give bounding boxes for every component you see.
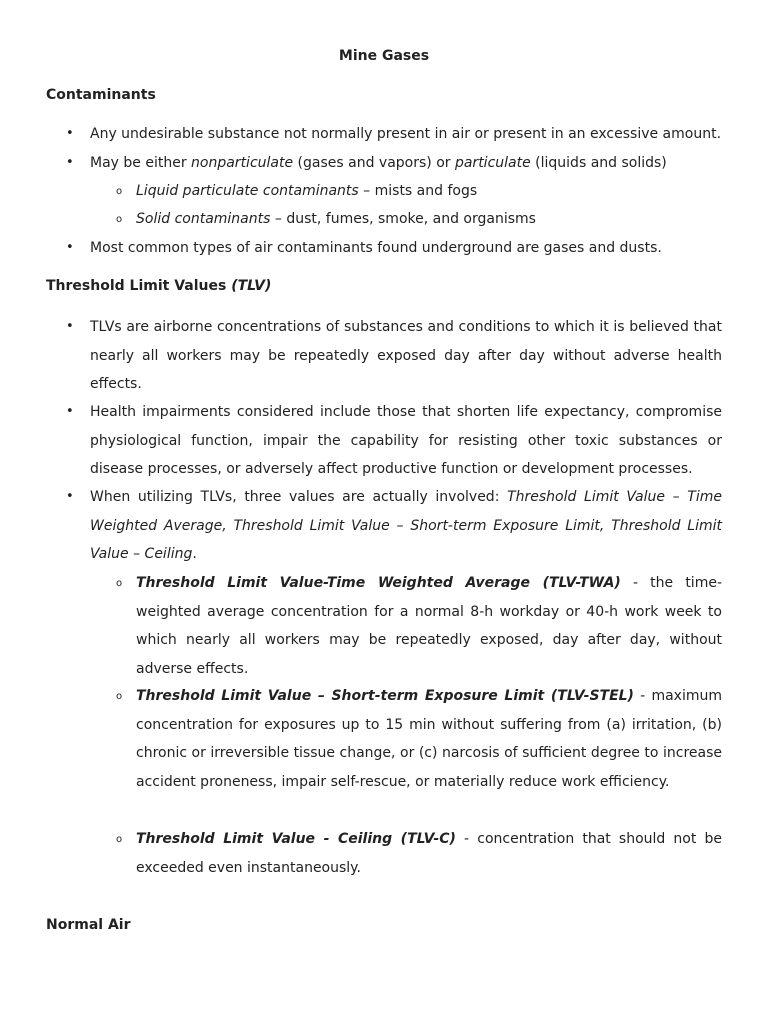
emphasis-text: Liquid particulate contaminants — [136, 183, 359, 199]
list-item — [66, 120, 722, 149]
sub-list-item — [116, 177, 722, 206]
emphasis-text: particulate — [454, 155, 531, 171]
list-item-text: Any undesirable substance not normally present in air or present in an excessive amount. — [90, 126, 722, 142]
emphasis-text: Solid contaminants — [136, 211, 271, 227]
bullet-marker: • — [66, 126, 74, 141]
emphasis-text: Threshold Limit Value – Time Weighted Average, Threshold Limit Value – Short-term Exposure Limit, Threshold Limit Value – Ceiling — [90, 489, 722, 562]
list-item-text: (liquids and solids) — [530, 155, 667, 171]
list-item-text: TLVs are airborne concentrations of substances and conditions to which it is believed that nearly all workers may be repeatedly exposed day after day without adverse health effects. — [90, 319, 722, 392]
list-item-text: When utilizing TLVs, three values are actually involved: — [90, 489, 508, 505]
term-text: Threshold Limit Value-Time Weighted Average (TLV-TWA) — [136, 575, 621, 591]
sub-list-item-tlv-stel — [116, 682, 722, 796]
heading-emphasis: (TLV) — [231, 278, 272, 294]
list-item — [66, 234, 722, 263]
term-text: Threshold Limit Value - Ceiling (TLV-C) — [136, 831, 456, 847]
list-item-text: (gases and vapors) or — [293, 155, 455, 171]
bullet-marker: • — [66, 404, 74, 419]
list-item — [66, 483, 722, 569]
list-item-text: . — [192, 546, 197, 562]
list-item — [66, 313, 722, 399]
bullet-marker: • — [66, 155, 74, 170]
bullet-marker: • — [66, 319, 74, 334]
list-item — [66, 398, 722, 484]
list-item-text: – mists and fogs — [358, 183, 478, 199]
heading-text: Threshold Limit Values — [46, 278, 232, 294]
bullet-marker: • — [66, 240, 74, 255]
definition-text: - concentration that should not be exceeded even instantaneously. — [136, 831, 722, 876]
definition-text: - the time-weighted average concentration for a normal 8-h workday or 40-h work week to which nearly all workers may be repeatedly exposed, day after day, without adverse effects. — [136, 575, 722, 677]
sub-bullet-marker: o — [116, 186, 123, 197]
bullet-marker: • — [66, 489, 74, 504]
sub-list-item — [116, 205, 722, 234]
list-item-text: Most common types of air contaminants found underground are gases and dusts. — [90, 240, 662, 256]
list-item-text: Health impairments considered include those that shorten life expectancy, compromise physiological function, impair the capability for resisting other toxic substances or disease processes, or adversely affect productive function or development processes. — [90, 404, 722, 477]
section-heading-contaminants: Contaminants — [46, 87, 156, 103]
sub-list-item-tlv-c — [116, 825, 722, 882]
definition-text: - maximum concentration for exposures up to 15 min without suffering from (a) irritation, (b) chronic or irreversible tissue change, or (c) narcosis of sufficient degree to increase accident proneness, impair self-rescue, or materially reduce work efficiency. — [136, 688, 722, 790]
sub-bullet-marker: o — [116, 691, 123, 702]
section-heading-tlv — [46, 278, 271, 294]
sub-bullet-marker: o — [116, 578, 123, 589]
list-item — [66, 149, 722, 178]
emphasis-text: nonparticulate — [191, 155, 294, 171]
section-heading-normal-air: Normal Air — [46, 917, 131, 933]
page-title: Mine Gases — [338, 48, 430, 64]
sub-list-item-tlv-twa — [116, 569, 722, 683]
sub-bullet-marker: o — [116, 834, 123, 845]
sub-bullet-marker: o — [116, 214, 123, 225]
term-text: Threshold Limit Value – Short-term Exposure Limit (TLV-STEL) — [136, 688, 634, 704]
list-item-text: May be either — [90, 155, 192, 171]
list-item-text: – dust, fumes, smoke, and organisms — [270, 211, 536, 227]
